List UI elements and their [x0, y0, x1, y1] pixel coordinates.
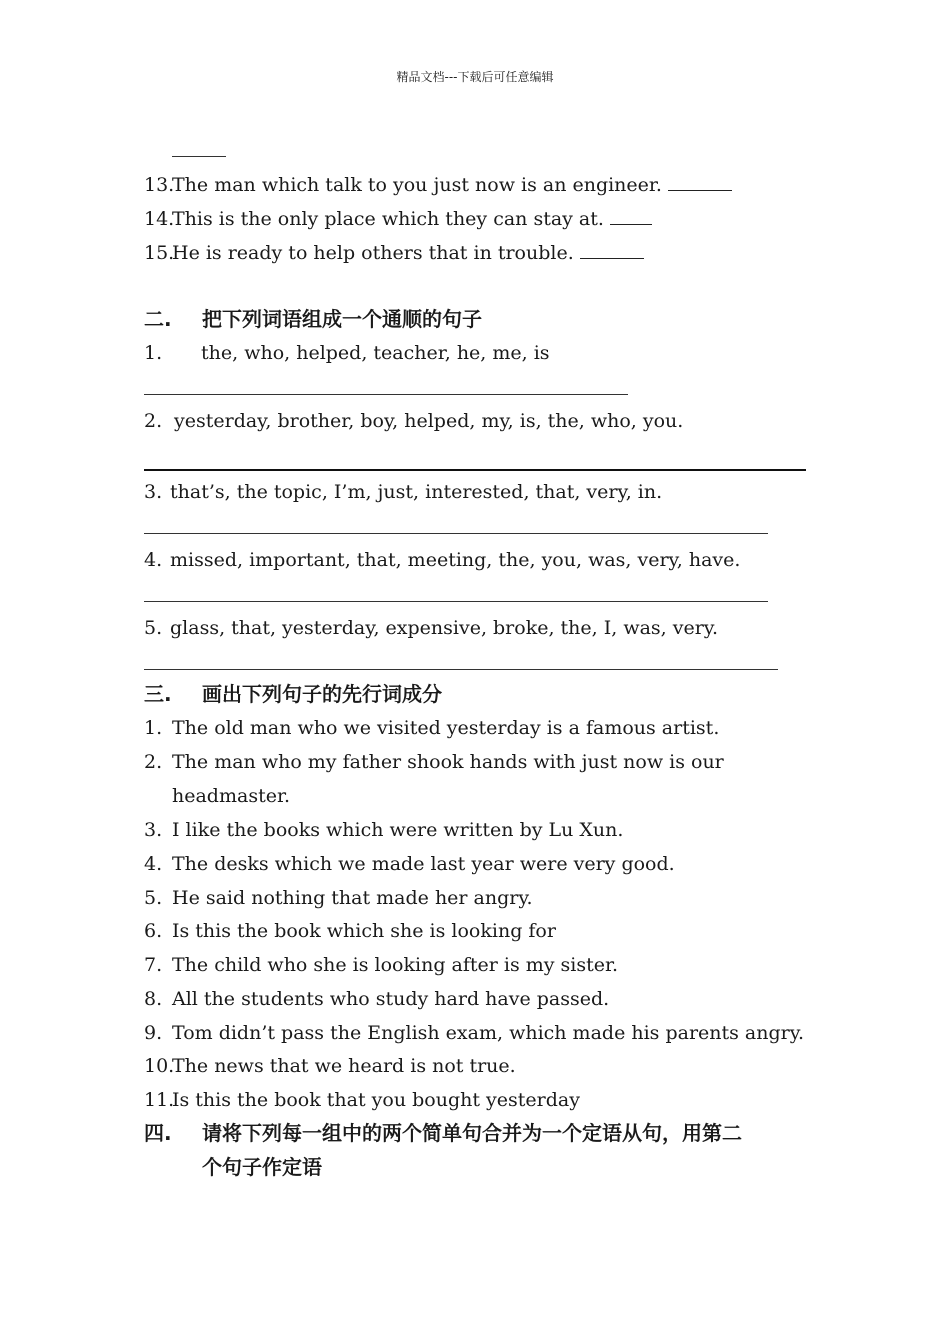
list-item: [144, 240, 644, 265]
list-item: [144, 1054, 516, 1078]
item-text: missed, important, that, meeting, the, you, was, very, have.: [170, 549, 741, 571]
answer-blank[interactable]: [668, 172, 732, 191]
item-text: The news that we heard is not true.: [172, 1055, 516, 1077]
list-item: [144, 172, 732, 197]
item-number: 10.: [144, 1055, 175, 1077]
item-number: 1.: [144, 342, 163, 364]
item-text: headmaster.: [172, 785, 290, 807]
answer-blank[interactable]: [610, 206, 652, 225]
section-heading: [144, 681, 442, 707]
item-text: Is this the book that you bought yesterday: [172, 1089, 580, 1111]
section-title: 请将下列每一组中的两个简单句合并为一个定语从句，用第二: [202, 1121, 742, 1145]
section-heading: [144, 1120, 742, 1146]
item-number: 3.: [144, 481, 163, 503]
item-number: 8.: [144, 988, 163, 1010]
list-item: [144, 1021, 804, 1045]
list-item: [144, 206, 652, 231]
section-title-continuation: 个句子作定语: [202, 1155, 322, 1179]
item-number: 5.: [144, 617, 163, 639]
item-number: 5.: [144, 887, 163, 909]
list-item: [144, 616, 718, 640]
item-text: The old man who we visited yesterday is a famous artist.: [172, 717, 720, 739]
item-text: that’s, the topic, I’m, just, interested, that, very, in.: [170, 481, 663, 503]
answer-blank[interactable]: [172, 156, 226, 157]
item-text: The desks which we made last year were very good.: [172, 853, 675, 875]
answer-line[interactable]: [144, 669, 778, 670]
item-number: 1.: [144, 717, 163, 739]
item-text: All the students who study hard have passed.: [172, 988, 610, 1010]
item-number: 6.: [144, 920, 163, 942]
list-item: [144, 886, 533, 910]
list-item: [144, 750, 724, 774]
item-text: the, who, helped, teacher, he, me, is: [201, 342, 550, 364]
item-number: 2.: [144, 751, 163, 773]
answer-line[interactable]: [144, 533, 768, 534]
page-header: 精品文档---下载后可任意编辑: [396, 70, 554, 84]
section-number: 二.: [144, 307, 172, 331]
item-text: I like the books which were written by Lu Xun.: [172, 819, 624, 841]
section-title: 把下列词语组成一个通顺的句子: [202, 307, 482, 331]
list-item: [144, 1088, 580, 1112]
list-item: [144, 716, 719, 740]
item-text: He is ready to help others that in trouble.: [172, 242, 574, 264]
list-item: [144, 818, 623, 842]
answer-line[interactable]: [144, 601, 768, 602]
item-number: 3.: [144, 819, 163, 841]
item-number: 14.: [144, 208, 175, 230]
list-item: [144, 341, 550, 365]
item-text: The child who she is looking after is my sister.: [172, 954, 619, 976]
answer-line[interactable]: [144, 394, 628, 395]
list-item: [144, 953, 618, 977]
section-heading: [144, 306, 482, 332]
item-text: This is the only place which they can stay at.: [172, 208, 604, 230]
item-number: 4.: [144, 853, 163, 875]
section-number: 三.: [144, 682, 172, 706]
list-item: [144, 409, 683, 433]
list-item: [144, 919, 556, 943]
list-item: [144, 987, 609, 1011]
item-text: yesterday, brother, boy, helped, my, is, the, who, you.: [174, 410, 684, 432]
list-item-continuation: [172, 784, 290, 808]
list-item: [144, 480, 662, 504]
item-number: 11.: [144, 1089, 175, 1111]
item-number: 7.: [144, 954, 163, 976]
item-number: 15.: [144, 242, 175, 264]
answer-blank[interactable]: [580, 240, 644, 259]
item-number: 13.: [144, 174, 175, 196]
list-item: [144, 852, 675, 876]
answer-line[interactable]: [144, 469, 806, 471]
section-number: 四.: [144, 1121, 172, 1145]
item-text: Is this the book which she is looking for: [172, 920, 556, 942]
item-number: 9.: [144, 1022, 163, 1044]
item-text: He said nothing that made her angry.: [172, 887, 533, 909]
item-number: 4.: [144, 549, 163, 571]
list-item: [144, 548, 740, 572]
item-text: glass, that, yesterday, expensive, broke, the, I, was, very.: [170, 617, 719, 639]
item-text: The man which talk to you just now is an engineer.: [172, 174, 662, 196]
item-text: Tom didn’t pass the English exam, which made his parents angry.: [172, 1022, 804, 1044]
item-text: The man who my father shook hands with just now is our: [172, 751, 724, 773]
section-title: 画出下列句子的先行词成分: [202, 682, 442, 706]
item-number: 2.: [144, 410, 163, 432]
